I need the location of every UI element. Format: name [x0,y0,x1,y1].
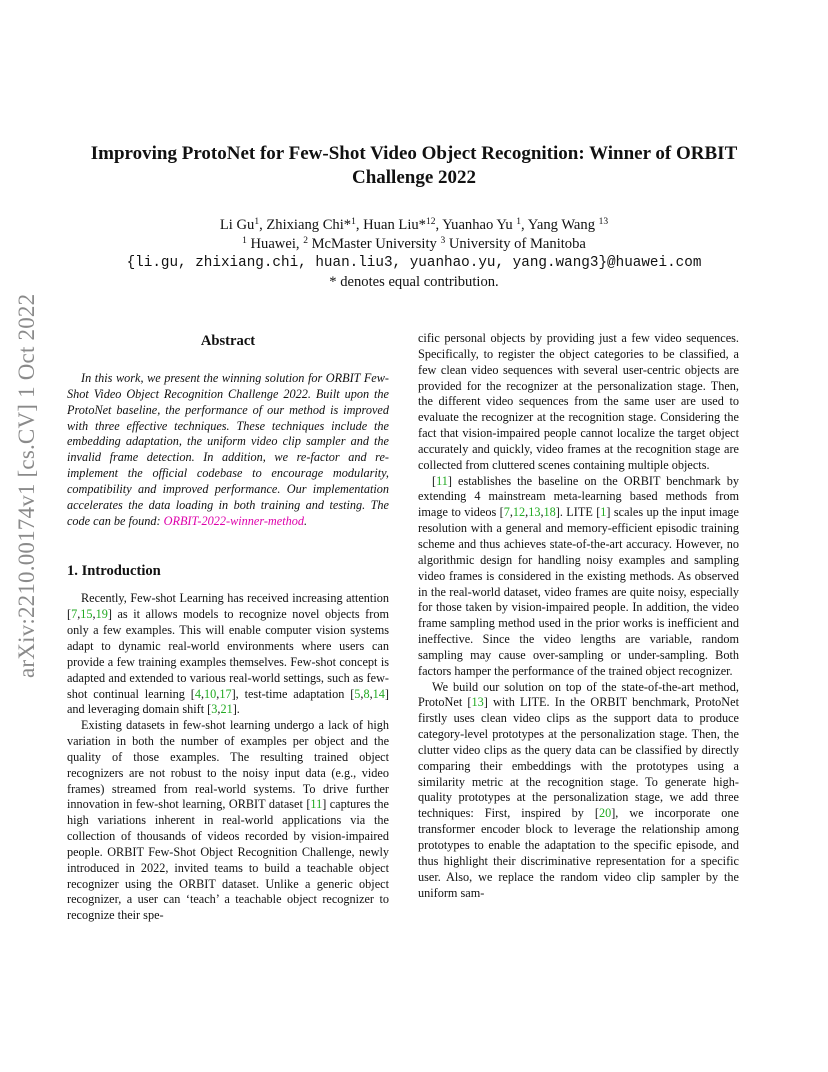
author-separator: , [521,217,528,233]
paragraph [67,718,389,924]
citation-link[interactable]: 13 [528,505,541,520]
citation-link[interactable]: 8 [363,686,370,701]
author-affiliation-mark: 1 [351,217,356,227]
section-heading-introduction: 1. Introduction [67,563,161,580]
text-run: , [200,686,205,701]
text-run: , [540,505,544,520]
citation-link[interactable]: 11 [310,797,323,812]
text-run: ] and leveraging domain shift [ [67,686,389,717]
citation-link[interactable]: 7 [503,505,510,520]
author-separator: , [259,217,267,233]
text-run: ] scales up the input image resolution with a general and memory-efficient episodic training scheme and thus achieves state-of-the-art accuracy. However, no algorithmic design for handling noisy examples and sampling video frames is considered in the existing methods. As observed in the real-world dataset, video frames are quite noisy, especially for those taken by vision-impaired people. In addition, the video frame sampling method used in the prior works is inefficient and ineffective. Since the video lengths are variable, random sampling may cause over-sampling or under-sampling. Both factors hamper the performance of the trained object recognizer. [418,505,739,678]
citation-link[interactable]: 10 [204,686,217,701]
affiliation-number: 1 [242,236,247,246]
text-run: [ [432,473,437,488]
citation-link[interactable]: 17 [219,686,232,701]
text-run: , [216,686,220,701]
affiliation-number: 3 [440,236,446,246]
text-run: , [509,505,513,520]
citation-link[interactable]: 15 [80,607,93,622]
paper-title: Improving ProtoNet for Few-Shot Video Object Recognition: Winner of ORBIT Challenge 2022 [90,143,738,188]
citation-link[interactable]: 11 [436,473,448,488]
text-run: We build our solution on top of the state-of-the-art method, ProtoNet [ [418,679,739,710]
text-run: ], we incorporate one transformer encoder block to leverage the relationship among prototypes to enable the adaptation to the specific episode, and thus highlight their discriminative representation for a specific user. Also, we replace the random video clip sampler by the uniform sam- [418,806,739,900]
equal-contribution-note: * denotes equal contribution. [329,274,499,290]
paragraph [418,331,739,474]
abstract-body [67,371,389,529]
citation-link[interactable]: 3 [211,702,218,717]
author-emails: {li.gu, zhixiang.chi, huan.liu3, yuanhao.yu, yang.wang3}@huawei.com [126,255,702,271]
citation-link[interactable]: 7 [71,607,78,622]
citation-link[interactable]: 1 [600,505,607,520]
author-affiliation-mark: 1 [254,217,260,227]
introduction-right-text [418,331,739,901]
citation-link[interactable]: 13 [471,695,484,710]
text-run: , [92,607,96,622]
author-name: Yang Wang [527,217,599,233]
text-run: , [77,607,81,622]
citation-link[interactable]: 20 [598,806,612,821]
citation-link[interactable]: 21 [220,702,233,717]
paragraph [418,474,739,680]
citation-link[interactable]: 12 [512,505,526,520]
text-run: ] with LITE. In the ORBIT benchmark, ProtoNet firstly uses clean video clips as the support data to produce category-level prototypes at the personalization stage. Then, the clutter video clips as the query data can be classified by directly comparing their embeddings with the prototypes using a similarity metric at the recognition stage. To generate high-quality prototypes at the personalization stage, we add three techniques: First, inspired by [ [418,695,739,821]
citation-link[interactable]: 14 [372,686,385,701]
author-name: Li Gu [219,217,255,233]
paragraph [418,680,739,902]
text-run: ] captures the high variations inherent in real-world applications via the collection of thousands of videos recorded by vision-impaired people. ORBIT Few-Shot Object Recognition Challenge, newly introduced in 2022, invited teams to build a teachable object recognizer using the ORBIT dataset. Unlike a generic object recognizer, a user can ‘teach’ a teachable object recognizer to recognize their spe- [67,797,389,923]
citation-link[interactable]: 4 [194,686,201,701]
affiliation-name: University of Manitoba [445,236,586,252]
citation-link[interactable]: 18 [543,505,556,520]
affiliation-list [40,235,788,254]
author-separator: , [435,217,443,233]
text-run: , [360,686,364,701]
text-run: ] establishes the baseline on the ORBIT benchmark by extending 4 mainstream meta-learning based methods from image to videos [ [418,473,739,520]
text-run: ]. [232,702,240,717]
text-run: , [369,686,373,701]
abstract-heading: Abstract [200,333,256,349]
paragraph [67,591,389,718]
text-run: cific personal objects by providing just a few video sequences. Specifically, to register the object categories to be classified, a few clean video sequences with several user-centric objects are provided for the recognizer at the personalization stage. Then, the different video sequences from the same user are used to evaluate the recognizer at the recognition stage. Considering the fact that vision-impaired people cannot localize the target object accurately and quickly, video frames at the recognition stage are collected from cluttered scenes containing multiple objects. [418,331,739,472]
text-run: ], test-time adaptation [ [231,686,355,701]
author-affiliation-mark: 1 [516,217,522,227]
author-name: Yuanhao Yu [442,217,517,233]
text-run: Recently, Few-shot Learning has received increasing attention [ [67,591,389,622]
author-separator: , [355,217,364,233]
text-run: Existing datasets in few-shot learning undergo a lack of high variation in both the number of examples per object and the quality of those examples. The resulting trained object recognizers are not robust to the noisy input data (e.g., video frames) streamed from real-world systems. To drive further innovation in few-shot learning, ORBIT dataset [ [67,718,389,812]
author-affiliation-mark: 13 [598,217,609,227]
text-run: ] as it allows models to recognize novel objects from only a few examples. This will enable computer vision systems adapt to dynamic real-world environments where users can provide a few training examples themselves. Few-shot concept is adapted and extended to various real-world settings, such as few-shot continual learning [ [67,607,389,701]
introduction-left-text [67,591,389,924]
text-run: ]. LITE [ [555,505,601,520]
citation-link[interactable]: 5 [354,686,361,701]
right-column [418,331,739,901]
affiliation-name: Huawei, [246,236,304,252]
author-name: Zhixiang Chi* [266,217,352,233]
author-block [40,216,788,292]
text-run: , [525,505,529,520]
text-run: , [217,702,221,717]
affiliation-name: McMaster University [307,236,441,252]
text-run: In this work, we present the winning solution for ORBIT Few-Shot Video Object Recognition Challenge 2022. Built upon the ProtoNet baseline, the performance of our method is improved with three effective techniques. These techniques include the embedding adaptation, the uniform video clip sampler and the invalid frame detection. In addition, we re-factor and re-implement the official codebase to encourage modularity, compatibility and improved performance. Our implementation accelerates the data loading in both training and testing. The code can be found: [67,371,389,528]
affiliation-number: 2 [303,236,308,246]
code-link[interactable]: ORBIT-2022-winner-method [163,513,304,528]
arxiv-identifier-stamp: arXiv:2210.00174v1 [cs.CV] 1 Oct 2022 [14,293,39,678]
citation-link[interactable]: 19 [95,607,108,622]
author-name: Huan Liu* [363,217,426,233]
text-run: . [304,513,308,528]
left-column [67,331,389,924]
author-affiliation-mark: 12 [425,217,436,227]
author-list [40,216,788,235]
